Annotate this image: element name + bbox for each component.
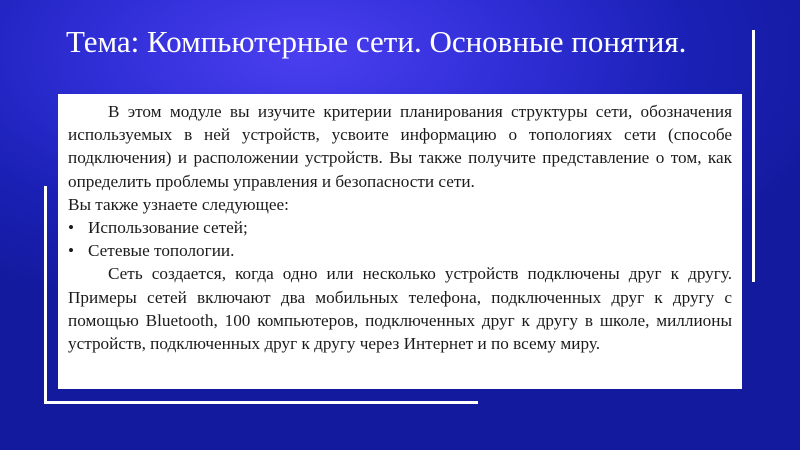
bullet-icon: • (68, 241, 75, 261)
definition-paragraph: Сеть создается, когда одно или несколько устройств подключены друг к другу. Примеры сетей включают два мобильных телефона, подключенных друг к другу с помощью Bluetooth, 100 компьютеров, подключенных друг к другу в школе, миллионы устройств, подключенных друг к другу через Интернет и по всему миру. (68, 264, 732, 354)
slide-title: Тема: Компьютерные сети. Основные понятия. (66, 24, 687, 59)
intro-paragraph: В этом модуле вы изучите критерии планирования структуры сети, обозначения используемых в ней устройств, усвоите информацию о топологиях сети (способе подключения) и расположении устройств. Вы также получите представление о том, как определить проблемы управления и безопасности сети. (68, 102, 732, 191)
lead-in-text: Вы также узнаете следующее: (68, 194, 289, 214)
decorative-line-left (44, 186, 47, 404)
list-item (68, 239, 732, 262)
topics-list (68, 216, 732, 262)
decorative-line-right (752, 30, 755, 282)
decorative-line-bottom (44, 401, 478, 404)
content-box (58, 94, 742, 389)
bullet-icon: • (68, 218, 75, 238)
list-item-text: Использование сетей; (88, 218, 248, 238)
list-item-text: Сетевые топологии. (88, 241, 235, 261)
list-item (68, 216, 732, 239)
